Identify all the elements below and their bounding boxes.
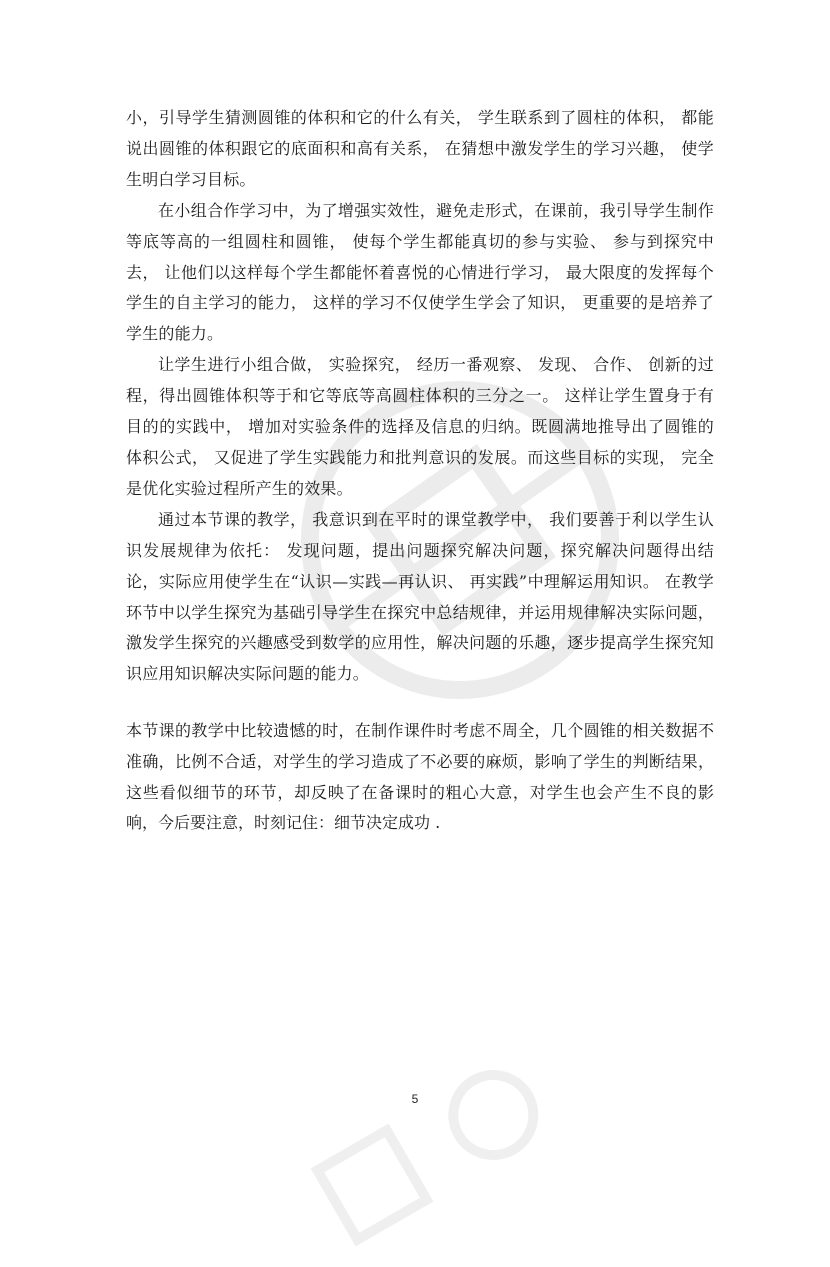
closing-paragraph: 本节课的教学中比较遗憾的时，在制作课件时考虑不周全，几个圆锥的相关数据不准确，比例不合适，对学生的学习造成了不必要的麻烦，影响了学生的判断结果，这些看似细节的环节，却反映了在备课时的粗心大意，对学生也会产生不良的影响，今后要注意，时刻记住：细节决定成功 .: [126, 721, 714, 833]
paragraph-4: 通过本节课的教学， 我意识到在平时的课堂教学中， 我们要善于利以学生认识发展规律为依托： 发现问题，提出问题探究解决问题，探究解决问题得出结论，实际应用使学生在“认识—实践—再认识、 再实践”中理解运用知识。 在教学环节中以学生探究为基础引导学生在探究中总结规律，并运用规律解决实际问题，激发学生探究的兴趣感受到数学的应用性，解决问题的乐趣，逐步提高学生探究知识应用知识解决实际问题的能力。: [126, 509, 714, 684]
closing-text: [126, 716, 714, 839]
paragraph-2: 在小组合作学习中，为了增强实效性，避免走形式，在课前，我引导学生制作等底等高的一组圆柱和圆锥， 使每个学生都能真切的参与实验、 参与到探究中去， 让他们以这样每个学生都能怀着喜悦的心情进行学习， 最大限度的发挥每个学生的自主学习的能力， 这样的学习不仅使学生学会了知识， 更重要的是培养了学生的能力。: [126, 200, 714, 344]
paragraph-1: 小，引导学生猜测圆锥的体积和它的什么有关， 学生联系到了圆柱的体积， 都能说出圆锥的体积跟它的底面积和高有关系， 在猜想中激发学生的学习兴趣， 使学生明白学习目标。: [126, 108, 714, 189]
watermark-logo-bottom: [290, 1013, 610, 1267]
paragraph-3: 让学生进行小组合做， 实验探究， 经历一番观察、 发现、 合作、 创新的过程，得出圆锥体积等于和它等底等高圆柱体积的三分之一。 这样让学生置身于有目的的实践中， 增加对实验条件的选择及信息的归纳。既圆满地推导出了圆锥的体积公式， 又促进了学生实践能力和批判意识的发展。而这些目标的实现， 完全是优化实验过程所产生的效果。: [126, 355, 714, 498]
body-text: [126, 103, 714, 690]
page-number: 5: [411, 1092, 419, 1106]
